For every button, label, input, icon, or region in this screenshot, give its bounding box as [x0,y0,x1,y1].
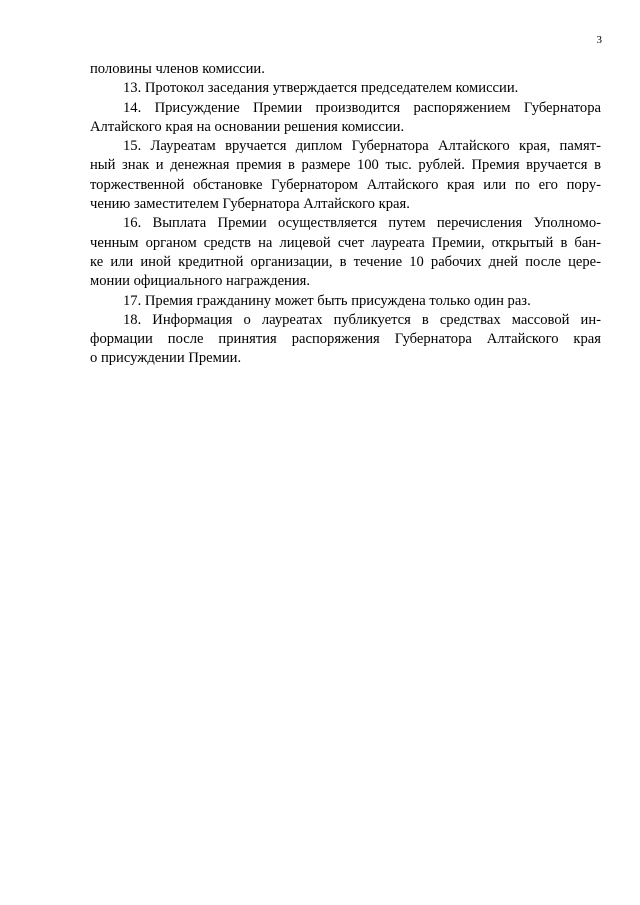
text-line: 18. Информация о лауреатах публикуется в средствах массовой ин- [123,311,601,328]
text-line: ке или иной кредитной организации, в течение 10 рабочих дней после цере- [90,253,601,270]
text-line: торжественной обстановке Губернатором Алтайского края или по его пору- [90,176,601,193]
text-line: ченным органом средств на лицевой счет лауреата Премии, открытый в бан- [90,234,601,251]
text-line: Алтайского края на основании решения комиссии. [90,118,405,135]
text-line: 13. Протокол заседания утверждается председателем комиссии. [123,80,519,97]
text-line: чению заместителем Губернатора Алтайского края. [90,196,410,213]
text-line: 16. Выплата Премии осуществляется путем перечисления Уполномо- [123,215,601,232]
text-line: 15. Лауреатам вручается диплом Губернатора Алтайского края, памят- [123,138,601,155]
text-line: о присуждении Премии. [90,350,242,367]
text-line: ный знак и денежная премия в размере 100 тыс. рублей. Премия вручается в [90,157,601,174]
text-line: половины членов комиссии. [90,61,265,77]
text-line: формации после принятия распоряжения Губернатора Алтайского края [90,331,601,348]
text-line: монии официального награждения. [90,273,311,290]
document-body [90,60,601,369]
page-number: 3 [596,34,602,46]
text-line: 17. Премия гражданину может быть присуждена только один раз. [123,292,531,309]
text-line: 14. Присуждение Премии производится распоряжением Губернатора [123,99,601,116]
